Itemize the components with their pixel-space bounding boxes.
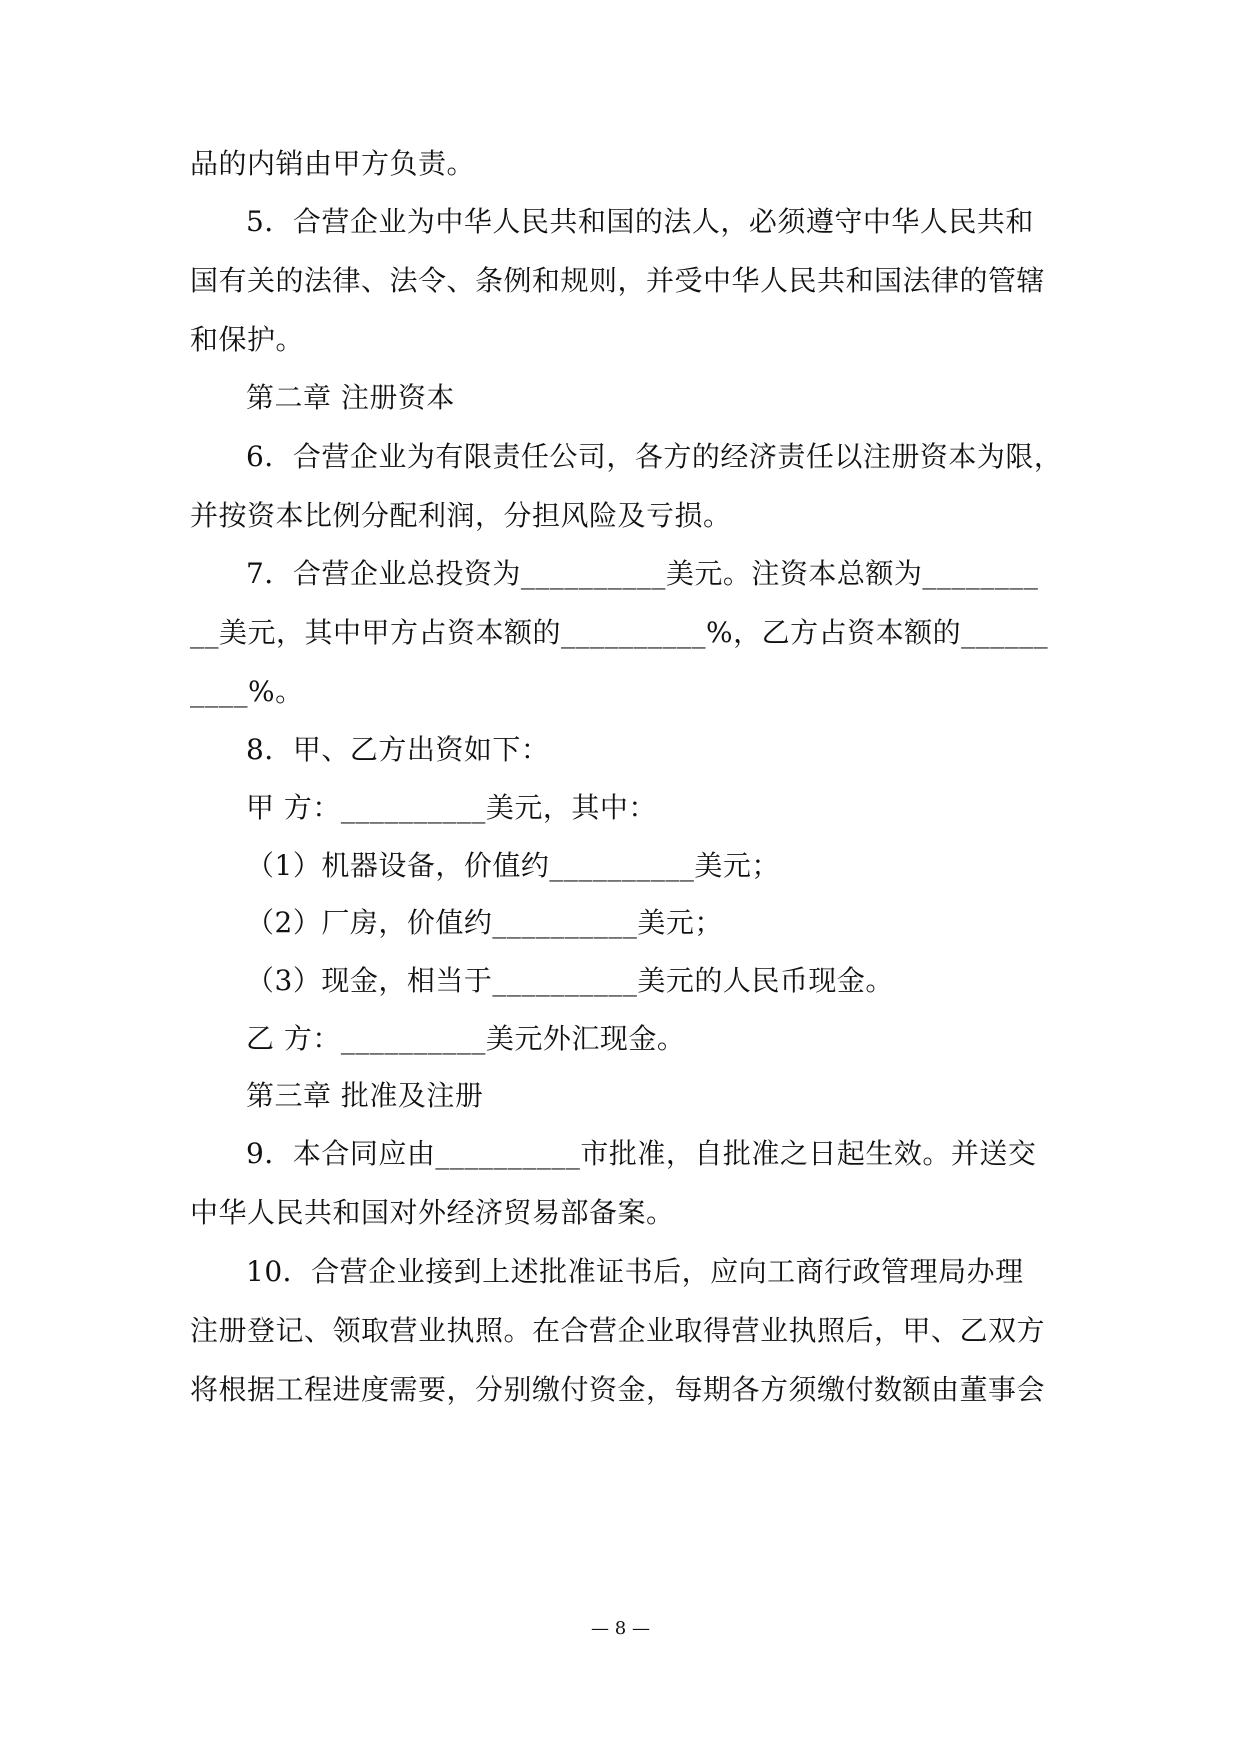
- text-line-20: 10．合营企业接到上述批准证书后，应向工商行政管理局办理: [246, 1255, 1024, 1288]
- text-line-16: 乙 方：__________美元外汇现金。: [246, 1022, 686, 1055]
- text-line-4: 和保护。: [190, 323, 305, 356]
- page-number: — 8 —: [591, 1618, 650, 1639]
- text-line-19: 中华人民共和国对外经济贸易部备案。: [190, 1196, 675, 1229]
- text-line-2: 5．合营企业为中华人民共和国的法人，必须遵守中华人民共和: [246, 205, 1034, 238]
- text-line-10: ____%。: [190, 675, 304, 708]
- text-line-13: （1）机器设备，价值约__________美元；: [246, 849, 780, 882]
- text-line-21: 注册登记、领取营业执照。在合营企业取得营业执照后，甲、乙双方: [190, 1314, 1046, 1347]
- text-line-7: 并按资本比例分配利润，分担风险及亏损。: [190, 499, 732, 532]
- text-line-22: 将根据工程进度需要，分别缴付资金，每期各方须缴付数额由董事会: [190, 1373, 1046, 1406]
- text-line-9: __美元，其中甲方占资本额的__________%，乙方占资本额的______: [190, 616, 1049, 649]
- text-line-12: 甲 方：__________美元，其中：: [246, 791, 657, 824]
- text-line-18: 9．本合同应由__________市批准，自批准之日起生效。并送交: [246, 1137, 1037, 1170]
- chapter-heading-2: 第二章 注册资本: [246, 381, 455, 414]
- text-line-14: （2）厂房，价值约__________美元；: [246, 906, 723, 939]
- text-line-11: 8．甲、乙方出资如下：: [246, 733, 550, 766]
- text-line-1: 品的内销由甲方负责。: [190, 147, 476, 180]
- text-line-3: 国有关的法律、法令、条例和规则，并受中华人民共和国法律的管辖: [190, 264, 1046, 297]
- text-line-6: 6．合营企业为有限责任公司，各方的经济责任以注册资本为限，: [246, 440, 1063, 473]
- text-line-15: （3）现金，相当于__________美元的人民币现金。: [246, 964, 894, 997]
- chapter-heading-3: 第三章 批准及注册: [246, 1079, 484, 1112]
- text-line-8: 7．合营企业总投资为__________美元。注资本总额为________: [246, 557, 1039, 590]
